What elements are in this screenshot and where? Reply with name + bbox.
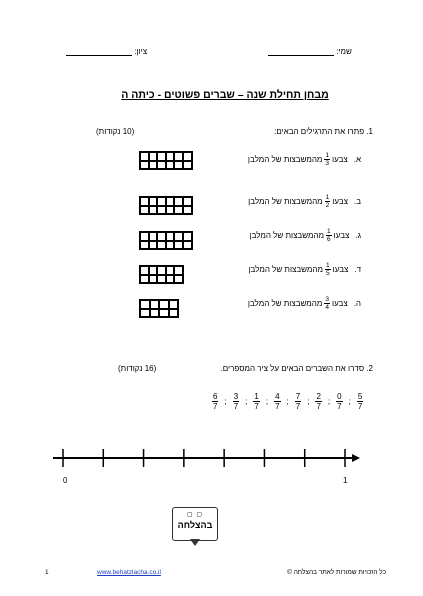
grid-cell[interactable] [140,309,150,318]
fraction-denominator: 7 [233,402,239,411]
fraction-to-order [336,392,342,411]
rectangle-grid-e[interactable] [139,299,179,318]
grade-blank[interactable] [66,55,132,56]
item-fraction [325,194,331,209]
question2-number: 2. [366,364,373,373]
question1-item [225,262,361,277]
grid-cell[interactable] [159,309,169,318]
grid-cell[interactable] [183,241,192,250]
grid-cell[interactable] [166,206,175,215]
grid-cell[interactable] [157,232,166,241]
fraction-numerator: 4 [275,392,280,401]
grid-cell[interactable] [149,241,158,250]
grid-cell[interactable] [150,300,160,309]
grid-cell[interactable] [140,197,149,206]
fraction-denominator: 4 [325,304,329,311]
grid-cell[interactable] [140,266,149,275]
item-text: מהמשבצות של המלבן [248,265,323,274]
question1-instruction: פתרו את התרגילים הבאים: [274,127,365,136]
grid-cell[interactable] [174,241,183,250]
fraction-to-order [315,392,321,411]
copyright-text: כל הזכויות שמורות לאתר בהצלחה © [287,569,386,576]
grid-cell[interactable] [149,206,158,215]
website-link[interactable]: www.behatzlacha.co.il [97,569,161,576]
grid-cell[interactable] [174,232,183,241]
fraction-denominator: 7 [357,402,363,411]
fraction-separator: ; [348,397,351,406]
number-line-start-label: 0 [63,476,68,485]
fraction-denominator: 7 [254,402,259,411]
number-line-arrowhead [352,454,360,462]
grid-cell[interactable] [149,275,158,284]
fraction-numerator: 0 [337,392,342,401]
item-text: מהמשבצות של המלבן [249,231,325,240]
fraction-numerator: 1 [327,228,331,235]
name-blank[interactable] [268,55,334,56]
question1-number: 1. [366,127,373,136]
grid-cell[interactable] [157,275,166,284]
grid-cell[interactable] [166,241,175,250]
grid-cell[interactable] [140,300,150,309]
grid-cell[interactable] [140,152,149,161]
grid-cell[interactable] [157,266,166,275]
item-text: מהמשבצות של המלבן [248,197,323,206]
item-verb: צבעו [332,265,349,274]
fraction-to-order [295,392,301,411]
grid-cell[interactable] [157,206,166,215]
fraction-numerator: 3 [325,296,329,303]
grid-cell[interactable] [140,241,149,250]
question1-item [225,194,361,209]
grid-cell[interactable] [174,206,183,215]
fraction-denominator: 7 [337,402,342,411]
behatzlacha-logo: ▢ ▢ בהצלחה [172,507,218,541]
grid-cell[interactable] [174,266,183,275]
fraction-numerator: 1 [325,194,330,201]
grid-cell[interactable] [149,161,158,170]
fraction-denominator: 7 [295,402,301,411]
fraction-denominator: 6 [327,236,331,243]
fraction-numerator: 1 [254,392,259,401]
grade-label: ציון: [134,47,148,56]
fraction-numerator: 6 [213,392,218,401]
item-letter: ב. [353,197,361,206]
rectangle-grid-c[interactable] [139,231,193,250]
grid-cell[interactable] [157,197,166,206]
fraction-denominator: 7 [213,402,218,411]
grid-cell[interactable] [169,309,179,318]
item-fraction [325,262,331,277]
fraction-to-order [212,392,218,411]
item-verb: צבעו [332,197,348,206]
question2-points: (16 נקודות) [118,364,157,373]
grid-cell[interactable] [169,300,179,309]
fraction-separator: ; [286,397,289,406]
fraction-to-order [233,392,239,411]
grid-cell[interactable] [157,152,166,161]
grid-cell[interactable] [166,266,175,275]
logo-pointer [190,539,200,546]
question1-header [210,127,373,136]
fraction-to-order [274,392,280,411]
question1-item [225,296,361,311]
fraction-to-order [253,392,259,411]
grid-cell[interactable] [183,206,192,215]
grid-cell[interactable] [183,161,192,170]
fraction-separator: ; [224,397,227,406]
item-verb: צבעו [333,231,350,240]
grid-cell[interactable] [150,309,160,318]
fraction-numerator: 2 [316,392,321,401]
grid-cell[interactable] [166,232,175,241]
grid-cell[interactable] [183,197,192,206]
grid-cell[interactable] [174,197,183,206]
fraction-separator: ; [327,397,331,406]
fraction-numerator: 1 [325,152,330,159]
item-letter: ג. [355,231,361,240]
grid-cell[interactable] [183,232,192,241]
grid-cell[interactable] [157,161,166,170]
grid-cell[interactable] [140,232,149,241]
question1-points: (10 נקודות) [96,127,135,136]
name-field [268,47,352,56]
question1-item [225,152,361,167]
fraction-separator: ; [245,397,248,406]
fraction-numerator: 7 [295,392,301,401]
fraction-separator: ; [265,397,269,406]
question2-instruction: סדרו את השברים הבאים על ציר המספרים. [220,364,365,373]
fraction-numerator: 3 [233,392,239,401]
item-letter: א. [353,155,361,164]
grid-cell[interactable] [149,197,158,206]
fraction-denominator: 2 [325,202,330,209]
question1-item [225,228,361,243]
page-number: 1 [45,569,49,576]
grid-cell[interactable] [183,152,192,161]
grid-cell[interactable] [174,152,183,161]
fraction-separator: ; [307,397,310,406]
fraction-denominator: 5 [326,270,330,277]
fraction-denominator: 7 [275,402,280,411]
fraction-numerator: 5 [357,392,363,401]
item-verb: צבעו [331,299,348,308]
grid-cell[interactable] [157,241,166,250]
fraction-to-order [357,392,363,411]
grid-cell[interactable] [140,206,149,215]
fraction-denominator: 7 [316,402,321,411]
rectangle-grid-a[interactable] [139,151,193,170]
item-fraction [324,296,330,311]
item-fraction [326,228,332,243]
grid-cell[interactable] [140,275,149,284]
fraction-numerator: 1 [326,262,330,269]
fractions-list [210,392,365,411]
grid-cell[interactable] [166,197,175,206]
item-letter: ה. [353,299,361,308]
grid-cell[interactable] [166,275,175,284]
grid-cell[interactable] [159,300,169,309]
name-label: שמי: [336,47,352,56]
item-verb: צבעו [332,155,348,164]
page-title: מבחן תחילת שנה – שברים פשוטים - כיתה ה [121,89,329,101]
grid-cell[interactable] [149,266,158,275]
grid-cell[interactable] [149,232,158,241]
grade-field [66,47,147,56]
item-text: מהמשבצות של המלבן [247,299,323,308]
number-line [0,436,423,496]
rectangle-grid-d[interactable] [139,265,184,284]
grid-cell[interactable] [166,152,175,161]
item-fraction [324,152,330,167]
grid-cell[interactable] [140,161,149,170]
question2-header [195,364,373,373]
fraction-denominator: 3 [325,160,330,167]
item-text: מהמשבצות של המלבן [247,155,323,164]
number-line-end-label: 1 [343,476,348,485]
rectangle-grid-b[interactable] [139,196,193,215]
item-letter: ד. [354,265,361,274]
grid-cell[interactable] [174,275,183,284]
grid-cell[interactable] [174,161,183,170]
grid-cell[interactable] [166,161,175,170]
grid-cell[interactable] [149,152,158,161]
logo-text: בהצלחה [177,520,213,530]
